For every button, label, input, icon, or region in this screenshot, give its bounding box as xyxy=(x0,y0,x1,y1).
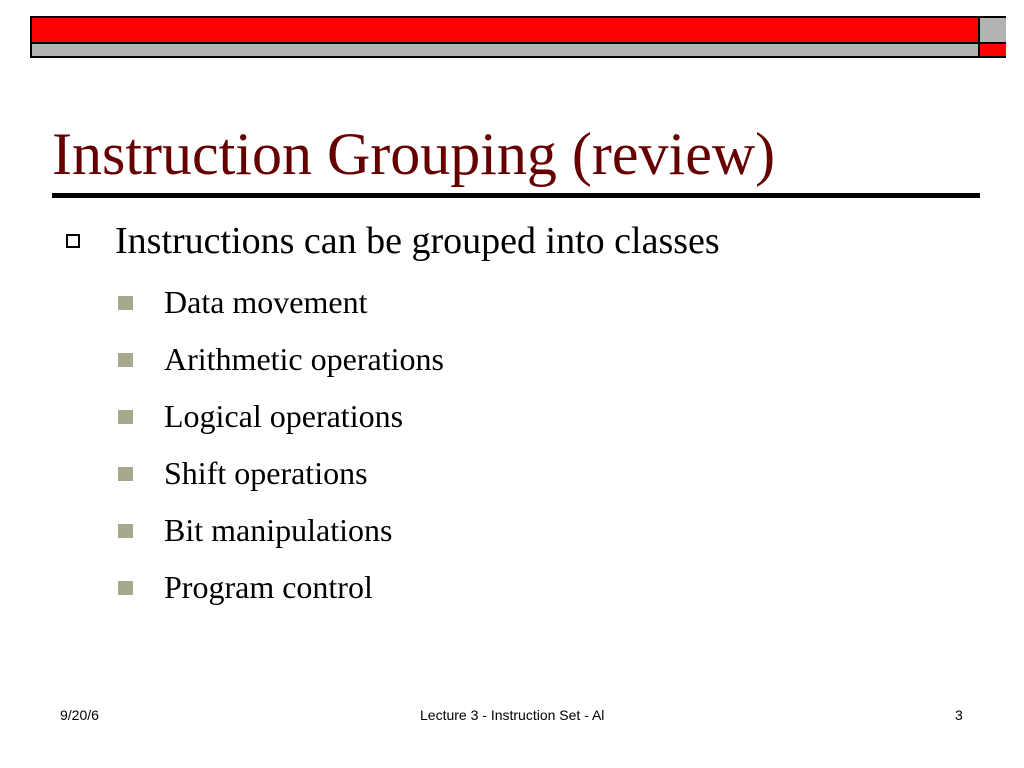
filled-square-bullet-icon xyxy=(118,410,133,424)
filled-square-bullet-icon xyxy=(118,524,133,538)
footer-page-number: 3 xyxy=(955,707,963,723)
footer-lecture-title: Lecture 3 - Instruction Set - Al xyxy=(420,707,605,723)
footer-date: 9/20/6 xyxy=(60,707,99,723)
filled-square-bullet-icon xyxy=(118,581,133,595)
filled-square-bullet-icon xyxy=(118,353,133,367)
main-bullet-text: Instructions can be grouped into classes xyxy=(115,220,720,262)
sub-bullet-text: Logical operations xyxy=(164,398,404,434)
sub-bullet-text: Program control xyxy=(164,569,373,605)
bar-red-segment-bottom xyxy=(978,44,1006,56)
sub-bullet-text: Bit manipulations xyxy=(164,512,393,548)
bar-grey-segment-bottom xyxy=(32,44,978,56)
sub-bullet-text: Data movement xyxy=(164,284,368,320)
top-decorative-bar xyxy=(30,16,1006,58)
slide-title: Instruction Grouping (review) xyxy=(52,121,776,187)
bar-red-segment-top xyxy=(32,18,978,42)
sub-bullet-text: Shift operations xyxy=(164,455,368,491)
hollow-square-bullet-icon xyxy=(66,234,80,248)
filled-square-bullet-icon xyxy=(118,296,133,310)
filled-square-bullet-icon xyxy=(118,467,133,481)
bar-grey-segment-top xyxy=(978,18,1006,42)
title-underline-rule xyxy=(52,193,980,198)
sub-bullet-text: Arithmetic operations xyxy=(164,341,444,377)
